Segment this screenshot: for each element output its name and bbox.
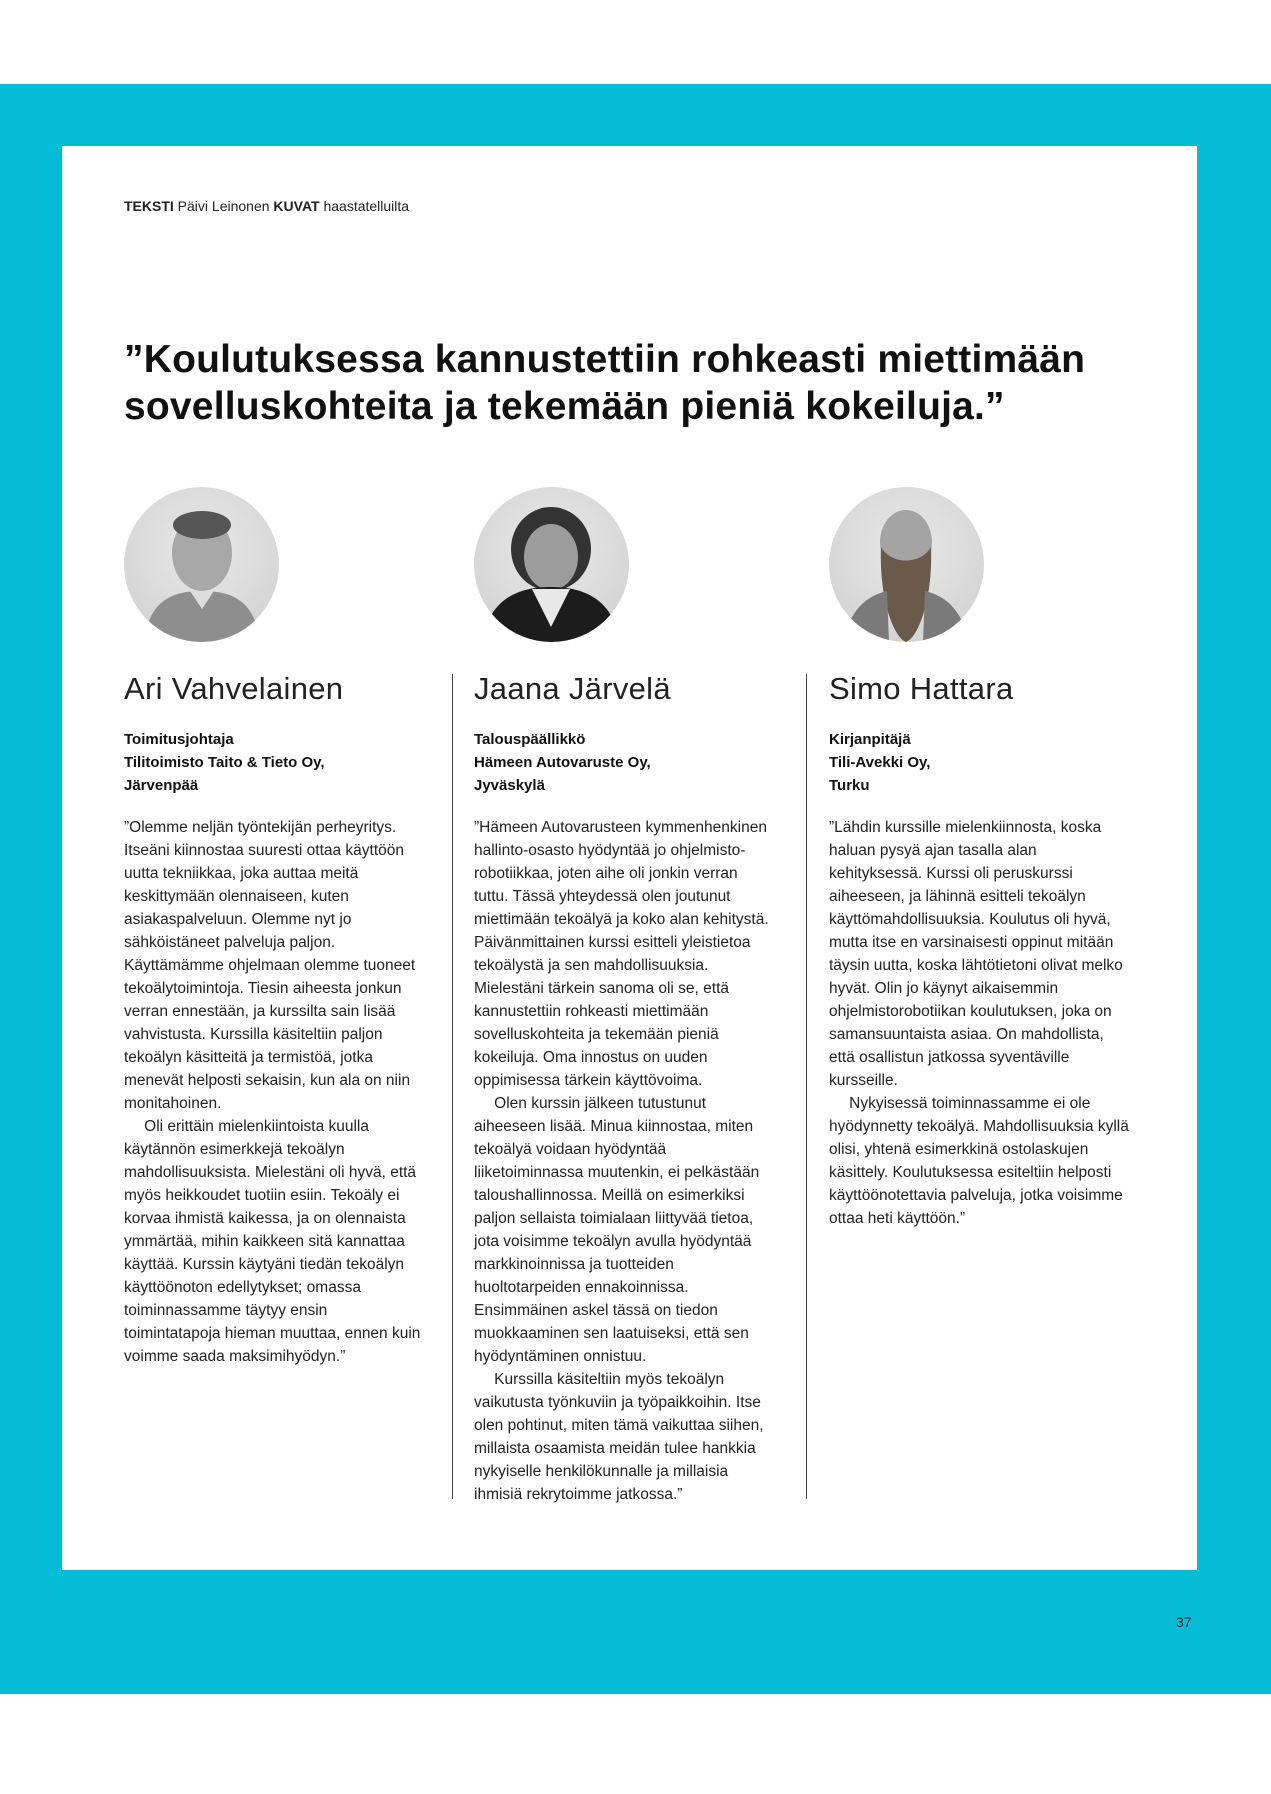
paragraph: ”Olemme neljän työntekijän perheyritys. Itseäni kiinnostaa suuresti ottaa käyttöön uutta tekniikkaa, joka auttaa meitä keskittymään olennaiseen, kuten asiakaspalveluun. Olemme nyt jo sähköistäneet palveluja paljon. Käyttämämme ohjelmaan olemme tuoneet tekoälytoimintoja. Tiesin aiheesta jonkun verran ennestään, ja kurssilta sain lisää vahvistusta. Kurssilla käsiteltiin paljon tekoälyn käsitteitä ja termistöä, jotka menevät helposti sekaisin, kun ala on niin monitahoinen.: [124, 819, 416, 1112]
person-city: Järvenpää: [124, 777, 199, 794]
person-photo-icon: [124, 487, 279, 642]
person-name: Jaana Järvelä: [474, 671, 671, 706]
column-divider: [806, 674, 807, 1499]
interview-text: [474, 816, 774, 1506]
person-column-1: [124, 487, 424, 1368]
paragraph: ”Hämeen Autovarusteen kymmenhenkinen hallinto-osasto hyödyntää jo ohjelmisto-robotiikkaa, joten aihe oli jonkin verran tuttu. Tässä yhteydessä olen joutunut miettimään tekoälyä ja koko alan kehitystä. Päivänmittainen kurssi esitteli yleistietoa tekoälystä ja sen mahdollisuuksia. Mielestäni tärkein sanoma oli se, että kannustettiin rohkeasti miettimään sovelluskohteita ja tekemään pieniä kokeiluja. Oma innostus on uuden oppimisessa tärkein käyttövoima.: [474, 819, 769, 1089]
avatar: [124, 487, 279, 642]
interview-text: [829, 816, 1129, 1230]
paragraph: Oli erittäin mielenkiintoista kuulla käytännön esimerkkejä tekoälyn mahdollisuuksista. Mielestäni oli hyvä, että myös heikkoudet tuotiin esiin. Tekoäly ei korvaa ihmistä kaikessa, ja on olennaista ymmärtää, mihin kaikkeen sitä kannattaa käyttää. Kurssin käytyäni tiedän tekoälyn käyttöönoton edellytykset; omassa toiminnassamme täytyy ensin toimintatapoja hieman muuttaa, ennen kuin voimme saada maksimihyödyn.”: [124, 1118, 421, 1365]
person-details: [124, 728, 424, 797]
paragraph: Kurssilla käsiteltiin myös tekoälyn vaikutusta työnkuviin ja työpaikkoihin. Itse olen pohtinut, miten tämä vaikuttaa siihen, millaista osaamista meidän tulee hankkia nykyiselle henkilökunnalle ja millaisia ihmisiä rekrytoimme jatkossa.”: [474, 1371, 764, 1503]
paragraph: Olen kurssin jälkeen tutustunut aiheeseen lisää. Minua kiinnostaa, miten tekoälyä voidaan hyödyntää liiketoiminnassa muutenkin, ei pelkästään taloushallinnossa. Meillä on esimerkiksi paljon sellaista toimialaan liittyvää tietoa, jota voisimme tekoälyn avulla hyödyntää markkinoinnissa ja tuotteiden huoltotarpeiden ennakoinnissa. Ensimmäinen askel tässä on tiedon muokkaaminen sen laatuiseksi, että sen hyödyntäminen onnistuu.: [474, 1095, 760, 1365]
byline: [124, 198, 409, 214]
person-name: Simo Hattara: [829, 671, 1014, 706]
photo-source: haastatelluilta: [323, 198, 410, 214]
person-photo-icon: [829, 487, 984, 642]
paragraph: ”Lähdin kurssille mielenkiinnosta, koska haluan pysyä ajan tasalla alan kehityksessä. Kurssi oli peruskurssi aiheeseen, ja lähinnä esitteli tekoälyn käyttömahdollisuuksia. Koulutus oli hyvä, mutta itse en varsinaisesti oppinut mitään täysin uutta, koska lähtötietoni olivat melko hyvät. Olin jo käynyt aikaisemmin ohjelmistorobotiikan koulutuksen, joka on samansuuntaista asiaa. On mahdollista, että osallistun jatkossa syventäville kursseille.: [829, 819, 1123, 1089]
person-city: Turku: [829, 777, 870, 794]
paragraph: Nykyisessä toiminnassamme ei ole hyödynnetty tekoälyä. Mahdollisuuksia kyllä olisi, yhtenä esimerkkinä ostolaskujen käsittely. Koulutuksessa esiteltiin helposti käyttöönotettavia palveluja, jotka voisimme ottaa heti käyttöön.”: [829, 1095, 1129, 1227]
avatar: [474, 487, 629, 642]
person-column-3: [829, 487, 1129, 1230]
interview-text: [124, 816, 424, 1368]
text-author: Päivi Leinonen: [177, 198, 270, 214]
photo-label: KUVAT: [273, 198, 320, 214]
person-city: Jyväskylä: [474, 777, 545, 794]
headline-quote: ”Koulutuksessa kannustettiin rohkeasti miettimään sovelluskohteita ja tekemään pieniä kokeiluja.”: [124, 338, 1086, 428]
page-number: 37: [1176, 1614, 1192, 1630]
person-company: Hämeen Autovaruste Oy,: [474, 754, 651, 771]
person-company: Tilitoimisto Taito & Tieto Oy,: [124, 754, 325, 771]
person-role: Toimitusjohtaja: [124, 731, 234, 748]
column-divider: [452, 674, 453, 1499]
person-details: [829, 728, 1129, 797]
person-company: Tili-Avekki Oy,: [829, 754, 931, 771]
person-column-2: [474, 487, 774, 1506]
person-role: Talouspäällikkö: [474, 731, 586, 748]
person-details: [474, 728, 774, 797]
person-name: Ari Vahvelainen: [124, 671, 344, 706]
person-role: Kirjanpitäjä: [829, 731, 911, 748]
text-label: TEKSTI: [124, 198, 174, 214]
person-photo-icon: [474, 487, 629, 642]
avatar: [829, 487, 984, 642]
